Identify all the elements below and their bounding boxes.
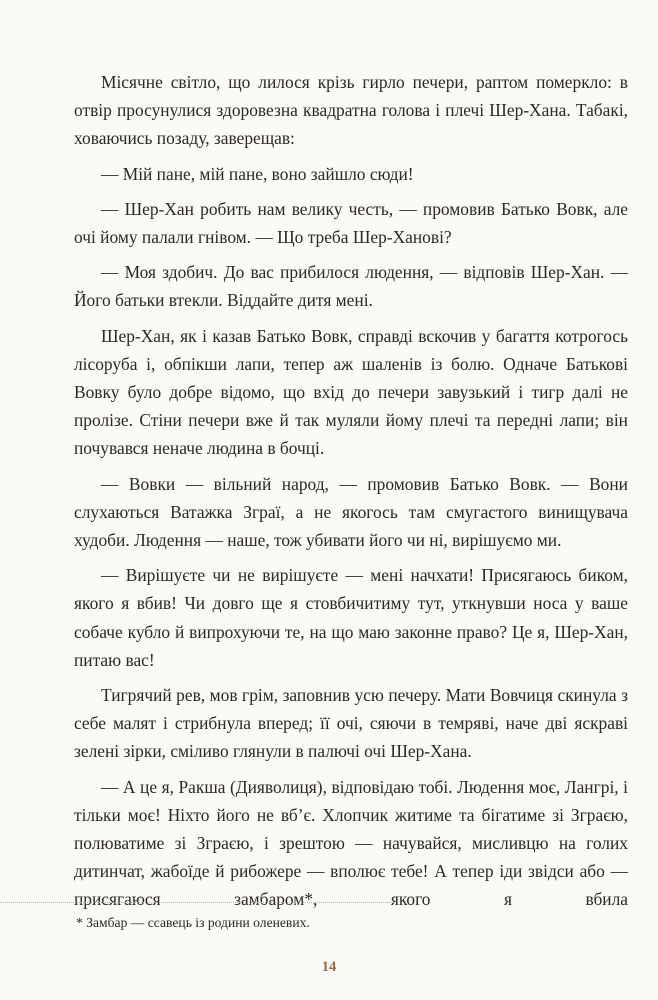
paragraph-4: — Моя здобич. До вас прибилося людення, — відповів Шер-Хан. — Його батьки втекли. Віддайте дитя мені. xyxy=(74,262,628,311)
paragraph-3: — Шер-Хан робить нам велику честь, — промовив Батько Вовк, але очі йому палали гнівом. — Що треба Шер-Ханові? xyxy=(74,198,628,248)
paragraph-5: Шер-Хан, як і казав Батько Вовк, справді вскочив у багаття котрогось лісоруба і, обпікши лапи, тепер аж шаленів із болю. Одначе Батькові Вовку було добре відомо, що вхід до печери завузький і тигр далі не пролізе. Стіни печери вже й так муляли йому плечі та передні лапи; він почувався неначе людина в бочці. xyxy=(74,325,628,459)
paragraph-8: Тигрячий рев, мов грім, заповнив усю печеру. Мати Вовчиця скинула з себе малят і стрибнула вперед; її очі, сяючи в темряві, наче дві яскраві зелені зірки, сміливо глянули в палючі очі Шер-Хана. xyxy=(74,685,628,762)
paragraph-6: — Вовки — вільний народ, — промовив Батько Вовк. — Вони слухаються Ватажка Зграї, а не якогось там смугастого винищувача худоби. Людення — наше, тож убивати його чи ні, вирішуємо ми. xyxy=(74,473,628,551)
paragraph-9: — А це я, Ракша (Дияволиця), відповідаю тобі. Людення моє, Лангрі, і тільки моє! Ніхто його не вб’є. Хлопчик житиме та бігатиме зі Зграєю, полюватиме зі Зграєю, і зрештою — начувайся, мисливцю на голих дитинчат, жабоїде й рибожере — вполює тебе! А тепер іди звідси або — присягаюся замбаром*, якого я вбила xyxy=(74,776,628,910)
footnote-divider xyxy=(0,902,394,903)
paragraph-2: — Мій пане, мій пане, воно зайшло сюди! xyxy=(101,163,414,184)
page-number: 14 xyxy=(321,959,337,975)
paragraph-1: Місячне світло, що лилося крізь гирло печери, раптом померкло: в отвір просунулися здоровезна квадратна голова і плечі Шер-Хана. Табакі, ховаючись позаду, заверещав: xyxy=(74,72,628,149)
footnote: * Замбар — ссавець із родини оленевих. xyxy=(76,915,310,930)
body-text xyxy=(74,68,628,914)
paragraph-7: — Вирішуєте чи не вирішуєте — мені начхати! Присягаюсь биком, якого я вбив! Чи довго ще я стовбичитиму тут, уткнувши носа у ваше собаче кубло й випрохуючи те, на що маю законне право? Це я, Шер-Хан, питаю вас! xyxy=(74,565,628,670)
